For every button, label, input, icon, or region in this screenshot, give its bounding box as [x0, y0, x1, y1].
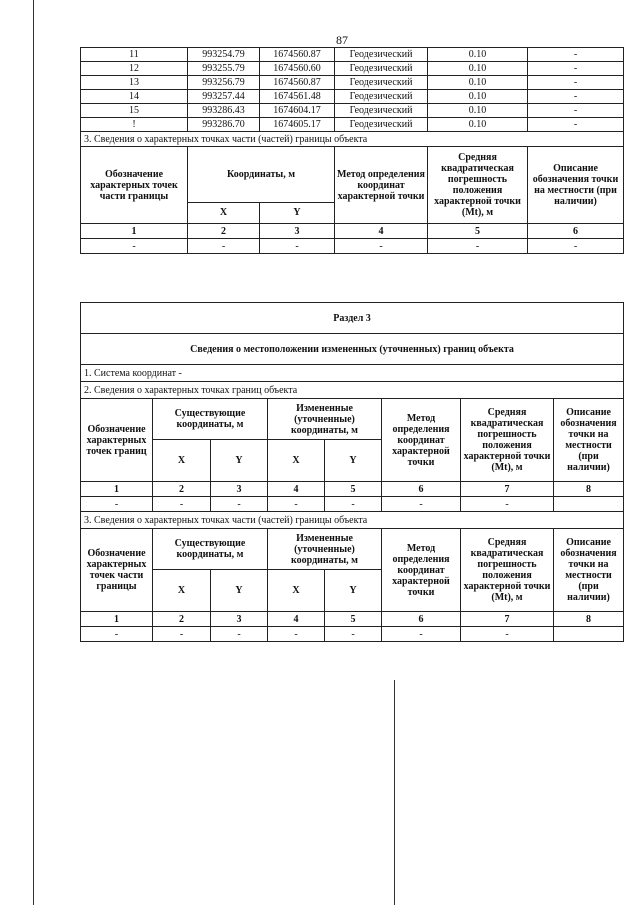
- part2-header-accuracy: Средняя квадратическая погрешность положения характерной точки (Mt), м: [461, 399, 554, 482]
- table-row: [81, 118, 624, 132]
- coordinate-cell: 0.10: [428, 90, 528, 104]
- part3-empty-cell: [554, 627, 624, 642]
- part2-empty-cell: -: [461, 497, 554, 512]
- part2-header-designation: Обозначение характерных точек границ: [81, 399, 153, 482]
- column-number-cell: 1: [81, 224, 188, 239]
- part3-column-number-cell: 6: [382, 612, 461, 627]
- coordinate-cell: 12: [81, 62, 188, 76]
- section-subtitle: Сведения о местоположении измененных (уточненных) границ объекта: [81, 334, 624, 365]
- coordinate-cell: 993286.43: [188, 104, 260, 118]
- coordinate-cell: !: [81, 118, 188, 132]
- coordinate-cell: 1674560.87: [260, 76, 335, 90]
- header-designation: Обозначение характерных точек части границы: [81, 147, 188, 224]
- part3-column-number-cell: 1: [81, 612, 153, 627]
- part3-title: 3. Сведения о характерных точках части (частей) границы объекта: [81, 512, 624, 529]
- empty-cell: -: [81, 239, 188, 254]
- coordinate-cell: 0.10: [428, 62, 528, 76]
- coordinate-cell: -: [528, 48, 624, 62]
- table-row: [81, 48, 624, 62]
- part3-column-number-cell: 4: [268, 612, 325, 627]
- header-y: Y: [260, 202, 335, 223]
- coordinate-cell: -: [528, 76, 624, 90]
- part3-column-number-cell: 7: [461, 612, 554, 627]
- page-number: 87: [336, 33, 348, 47]
- part3-header-y-existing: Y: [211, 570, 268, 612]
- coordinate-cell: 993255.79: [188, 62, 260, 76]
- part2-column-number-cell: 2: [153, 482, 211, 497]
- top-section3-title: 3. Сведения о характерных точках части (частей) границы объекта: [81, 132, 624, 147]
- part3-header-y-changed: Y: [325, 570, 382, 612]
- coordinate-cell: -: [528, 118, 624, 132]
- part2-empty-cell: [554, 497, 624, 512]
- part3-header-changed: Измененные (уточненные) координаты, м: [268, 529, 382, 570]
- part2-empty-cell: -: [81, 497, 153, 512]
- coordinate-cell: -: [528, 62, 624, 76]
- table-row: [81, 90, 624, 104]
- coordinate-cell: Геодезический: [335, 90, 428, 104]
- coordinate-cell: Геодезический: [335, 76, 428, 90]
- part3-header-x-existing: X: [153, 570, 211, 612]
- part2-empty-cell: -: [211, 497, 268, 512]
- part3-empty-cell: -: [153, 627, 211, 642]
- section-title: Раздел 3: [81, 303, 624, 334]
- empty-cell: -: [260, 239, 335, 254]
- part2-column-number-cell: 8: [554, 482, 624, 497]
- part3-header-designation: Обозначение характерных точек части границы: [81, 529, 153, 612]
- part2-empty-cell: -: [382, 497, 461, 512]
- part2-title: 2. Сведения о характерных точках границ объекта: [81, 382, 624, 399]
- header-method: Метод определения координат характерной точки: [335, 147, 428, 224]
- part3-header-description: Описание обозначения точки на местности (при наличии): [554, 529, 624, 612]
- part3-header-accuracy: Средняя квадратическая погрешность положения характерной точки (Mt), м: [461, 529, 554, 612]
- part3-empty-cell: -: [268, 627, 325, 642]
- column-number-cell: 5: [428, 224, 528, 239]
- coordinate-cell: 14: [81, 90, 188, 104]
- part2-header-y-changed: Y: [325, 440, 382, 482]
- part2-column-number-cell: 3: [211, 482, 268, 497]
- coordinate-cell: Геодезический: [335, 104, 428, 118]
- part3-column-number-cell: 3: [211, 612, 268, 627]
- coordinate-cell: 993257.44: [188, 90, 260, 104]
- column-number-cell: 6: [528, 224, 624, 239]
- coordinate-cell: 0.10: [428, 118, 528, 132]
- header-accuracy: Средняя квадратическая погрешность положения характерной точки (Mt), м: [428, 147, 528, 224]
- part2-header-x-existing: X: [153, 440, 211, 482]
- part2-header-existing: Существующие координаты, м: [153, 399, 268, 440]
- part2-empty-cell: -: [325, 497, 382, 512]
- part3-header-existing: Существующие координаты, м: [153, 529, 268, 570]
- header-description: Описание обозначения точки на местности (при наличии): [528, 147, 624, 224]
- empty-cell: -: [188, 239, 260, 254]
- coordinate-cell: 1674604.17: [260, 104, 335, 118]
- empty-cell: -: [428, 239, 528, 254]
- part2-header-method: Метод определения координат характерной точки: [382, 399, 461, 482]
- part2-column-number-cell: 1: [81, 482, 153, 497]
- part2-header-x-changed: X: [268, 440, 325, 482]
- part2-empty-cell: -: [153, 497, 211, 512]
- header-x: X: [188, 202, 260, 223]
- table-row: [81, 62, 624, 76]
- margin-line-left: [33, 0, 34, 905]
- part3-column-number-cell: 2: [153, 612, 211, 627]
- coordinate-cell: 0.10: [428, 48, 528, 62]
- part3-empty-cell: -: [325, 627, 382, 642]
- part2-header-y-existing: Y: [211, 440, 268, 482]
- coordinate-cell: -: [528, 104, 624, 118]
- part2-header-changed: Измененные (уточненные) координаты, м: [268, 399, 382, 440]
- coordinate-cell: Геодезический: [335, 62, 428, 76]
- part3-empty-cell: -: [211, 627, 268, 642]
- part3-column-number-cell: 8: [554, 612, 624, 627]
- coordinate-cell: 993256.79: [188, 76, 260, 90]
- coordinate-cell: Геодезический: [335, 118, 428, 132]
- header-coords: Координаты, м: [188, 147, 335, 203]
- column-number-cell: 4: [335, 224, 428, 239]
- coordinate-cell: 11: [81, 48, 188, 62]
- part3-empty-cell: -: [81, 627, 153, 642]
- part2-column-number-cell: 4: [268, 482, 325, 497]
- part3-column-number-cell: 5: [325, 612, 382, 627]
- part3-header-method: Метод определения координат характерной точки: [382, 529, 461, 612]
- coordinate-cell: 0.10: [428, 104, 528, 118]
- margin-line-center: [394, 680, 395, 905]
- part2-column-number-cell: 6: [382, 482, 461, 497]
- coord-system: 1. Система координат -: [81, 365, 624, 382]
- top-coordinates-table: [80, 47, 624, 254]
- table-row: [81, 104, 624, 118]
- part2-header-description: Описание обозначения точки на местности (при наличии): [554, 399, 624, 482]
- part2-column-number-cell: 5: [325, 482, 382, 497]
- coordinate-cell: 1674560.60: [260, 62, 335, 76]
- column-number-cell: 3: [260, 224, 335, 239]
- table-row: [81, 76, 624, 90]
- coordinate-cell: 993286.70: [188, 118, 260, 132]
- coordinate-cell: 1674561.48: [260, 90, 335, 104]
- coordinate-cell: Геодезический: [335, 48, 428, 62]
- empty-cell: -: [335, 239, 428, 254]
- part3-empty-cell: -: [382, 627, 461, 642]
- coordinate-cell: 15: [81, 104, 188, 118]
- column-number-cell: 2: [188, 224, 260, 239]
- part2-column-number-cell: 7: [461, 482, 554, 497]
- coordinate-cell: 1674560.87: [260, 48, 335, 62]
- part3-empty-cell: -: [461, 627, 554, 642]
- coordinate-cell: -: [528, 90, 624, 104]
- empty-cell: -: [528, 239, 624, 254]
- coordinate-cell: 13: [81, 76, 188, 90]
- coordinate-cell: 1674605.17: [260, 118, 335, 132]
- section3-table: [80, 302, 624, 642]
- part2-empty-cell: -: [268, 497, 325, 512]
- coordinate-cell: 0.10: [428, 76, 528, 90]
- coordinate-cell: 993254.79: [188, 48, 260, 62]
- part3-header-x-changed: X: [268, 570, 325, 612]
